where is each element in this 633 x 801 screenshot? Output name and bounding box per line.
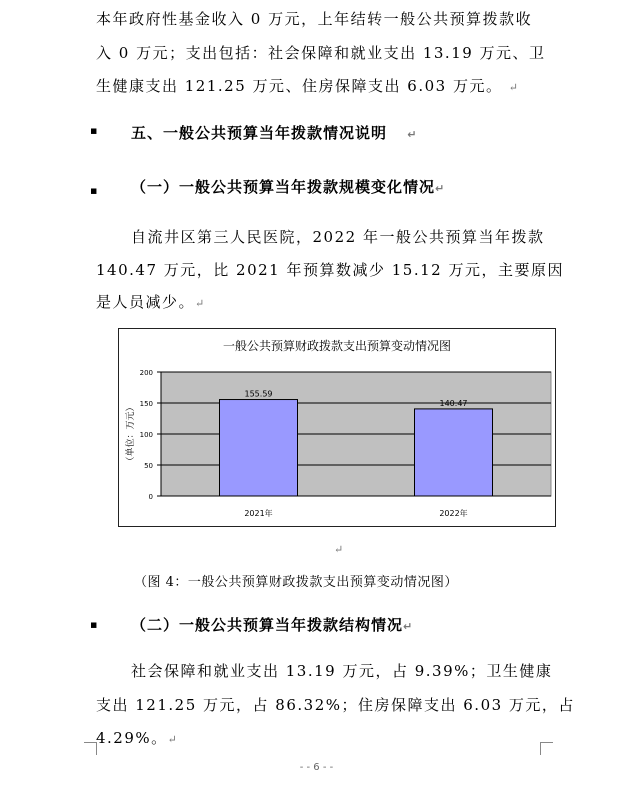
bar-value-label: 155.59 bbox=[244, 389, 273, 399]
budget-change-chart bbox=[118, 328, 556, 527]
subheading-structure: （二）一般公共预算当年拨款结构情况↵ bbox=[131, 616, 414, 634]
chart-title: 一般公共预算财政拨款支出预算变动情况图 bbox=[222, 339, 451, 353]
scale-line-3: 是人员减少。↵ bbox=[96, 293, 206, 311]
chart-plot bbox=[119, 329, 555, 526]
page-corner-mark bbox=[540, 742, 553, 755]
paragraph-mark-icon: ↵ bbox=[195, 297, 206, 310]
structure-line-3: 4.29%。↵ bbox=[96, 729, 179, 747]
bullet-icon: ▪ bbox=[90, 618, 98, 631]
y-tick-label: 200 bbox=[139, 369, 153, 377]
paragraph-mark-icon: ↵ bbox=[407, 128, 418, 141]
y-axis-label: （单位：万元） bbox=[126, 402, 136, 466]
intro-line-2: 入 0 万元；支出包括：社会保障和就业支出 13.19 万元、卫 bbox=[96, 44, 546, 62]
x-tick-label: 2021年 bbox=[244, 509, 273, 518]
bullet-icon: ▪ bbox=[90, 184, 98, 197]
paragraph-mark-icon: ↵ bbox=[167, 733, 179, 746]
paragraph-mark-icon: ↵ bbox=[435, 182, 446, 195]
paragraph-mark-icon: ↵ bbox=[508, 81, 520, 94]
y-tick-label: 150 bbox=[139, 400, 153, 408]
intro-line-3: 生健康支出 121.25 万元、住房保障支出 6.03 万元。 ↵ bbox=[96, 77, 520, 95]
x-tick-label: 2022年 bbox=[439, 509, 468, 518]
figure-caption: （图 4：一般公共预算财政拨款支出预算变动情况图） bbox=[134, 575, 458, 590]
bar-value-label: 140.47 bbox=[439, 398, 468, 408]
paragraph-mark-icon: ↵ bbox=[403, 620, 414, 633]
structure-line-2: 支出 121.25 万元，占 86.32%；住房保障支出 6.03 万元，占 bbox=[96, 696, 575, 714]
bar-2022年 bbox=[415, 409, 493, 496]
structure-line-1: 社会保障和就业支出 13.19 万元，占 9.39%；卫生健康 bbox=[131, 662, 553, 680]
section-heading: 五、一般公共预算当年拨款情况说明 ↵ bbox=[131, 124, 418, 142]
y-tick-label: 0 bbox=[148, 493, 153, 501]
bullet-icon: ▪ bbox=[90, 124, 98, 137]
y-tick-label: 100 bbox=[139, 431, 153, 439]
page-number: - - 6 - - bbox=[299, 762, 334, 773]
scale-line-2: 140.47 万元，比 2021 年预算数减少 15.12 万元，主要原因 bbox=[96, 261, 564, 279]
scale-line-1: 自流井区第三人民医院，2022 年一般公共预算当年拨款 bbox=[131, 228, 545, 246]
bar-2021年 bbox=[220, 400, 298, 496]
intro-line-1: 本年政府性基金收入 0 万元，上年结转一般公共预算拨款收 bbox=[96, 10, 533, 28]
paragraph-mark-icon: ↵ bbox=[334, 543, 344, 556]
subheading-scale: （一）一般公共预算当年拨款规模变化情况↵ bbox=[131, 178, 446, 196]
y-tick-label: 50 bbox=[144, 462, 153, 470]
